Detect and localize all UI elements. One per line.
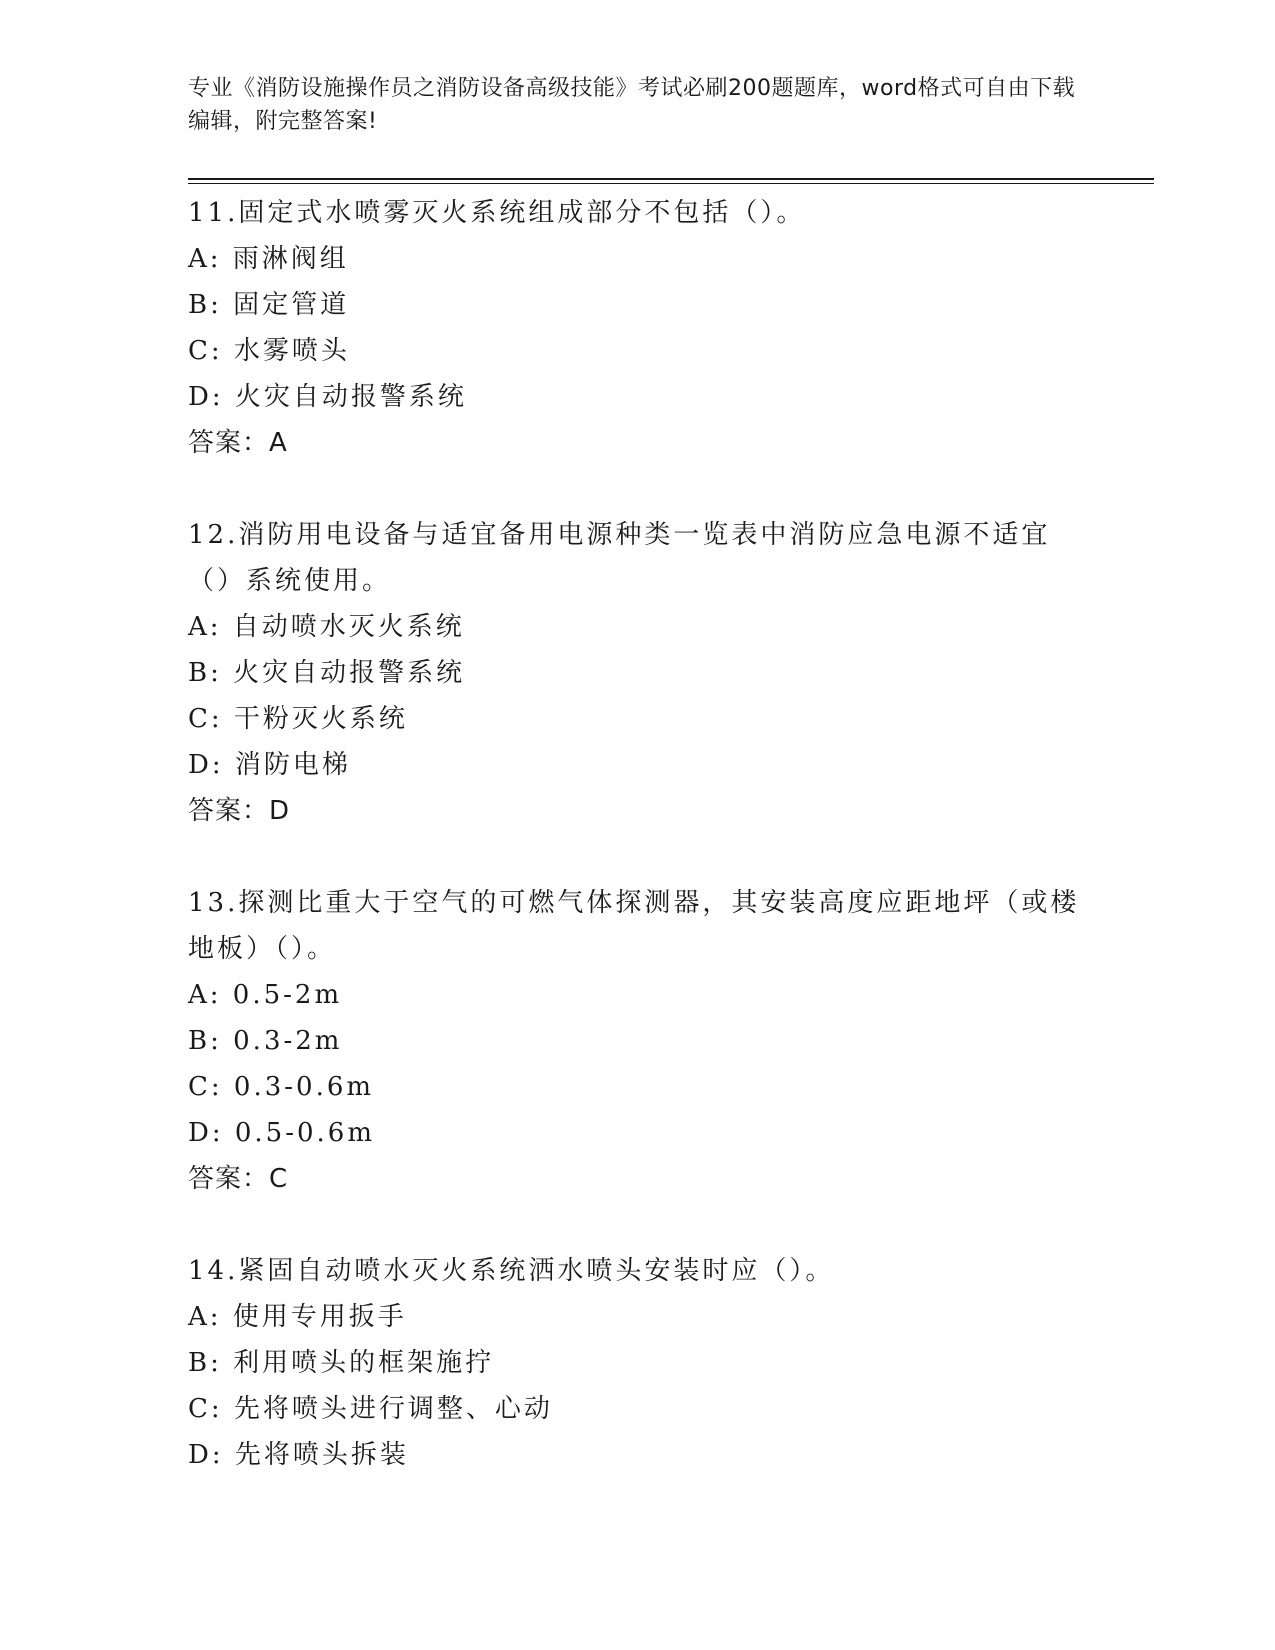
question-list bbox=[188, 190, 1088, 1524]
answer-label: 答案：A bbox=[188, 428, 288, 458]
option-a: A: 0.5-2m bbox=[188, 980, 343, 1010]
question-stem: 13.探测比重大于空气的可燃气体探测器，其安装高度应距地坪（或楼地板）（）。 bbox=[188, 888, 1080, 964]
option-c: C: 干粉灭火系统 bbox=[188, 704, 408, 734]
option-d: D: 消防电梯 bbox=[188, 750, 351, 780]
header-note: 专业《消防设施操作员之消防设备高级技能》考试必刷200题题库，word格式可自由下载编辑，附完整答案! bbox=[188, 76, 1076, 134]
header-divider-thin bbox=[188, 183, 1154, 184]
option-b: B: 0.3-2m bbox=[188, 1026, 343, 1056]
option-c: C: 0.3-0.6m bbox=[188, 1072, 375, 1102]
question-12 bbox=[188, 512, 1088, 834]
option-a: A: 雨淋阀组 bbox=[188, 244, 349, 274]
question-stem: 11.固定式水喷雾灭火系统组成部分不包括（）。 bbox=[188, 198, 806, 228]
option-b: B: 固定管道 bbox=[188, 290, 350, 320]
option-c: C: 先将喷头进行调整、心动 bbox=[188, 1394, 553, 1424]
question-14 bbox=[188, 1248, 1088, 1478]
option-b: B: 利用喷头的框架施拧 bbox=[188, 1348, 495, 1378]
option-b: B: 火灾自动报警系统 bbox=[188, 658, 466, 688]
question-stem: 12.消防用电设备与适宜备用电源种类一览表中消防应急电源不适宜（）系统使用。 bbox=[188, 520, 1051, 596]
question-13 bbox=[188, 880, 1088, 1202]
option-c: C: 水雾喷头 bbox=[188, 336, 350, 366]
answer-label: 答案：D bbox=[188, 796, 291, 826]
option-d: D: 火灾自动报警系统 bbox=[188, 382, 467, 412]
option-d: D: 先将喷头拆装 bbox=[188, 1440, 409, 1470]
question-11 bbox=[188, 190, 1088, 466]
header-divider bbox=[188, 178, 1154, 180]
answer-label: 答案：C bbox=[188, 1164, 289, 1194]
option-d: D: 0.5-0.6m bbox=[188, 1118, 376, 1148]
option-a: A: 使用专用扳手 bbox=[188, 1302, 407, 1332]
option-a: A: 自动喷水灭火系统 bbox=[188, 612, 465, 642]
question-stem: 14.紧固自动喷水灭火系统洒水喷头安装时应（）。 bbox=[188, 1256, 835, 1286]
